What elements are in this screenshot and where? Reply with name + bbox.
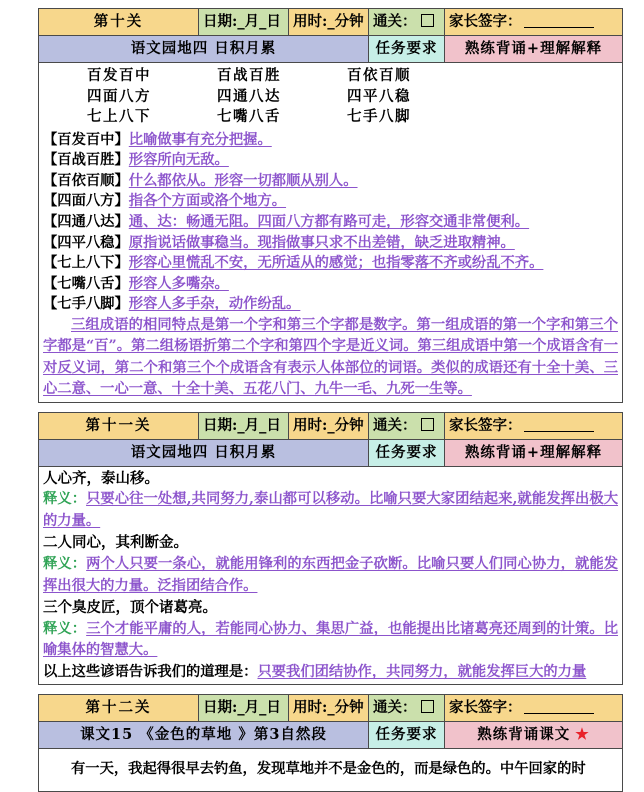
shiyi-label: 释义：	[43, 620, 87, 637]
definition-meaning: 形容人多手杂，动作纷乱。	[128, 296, 301, 313]
pass-checkbox[interactable]	[421, 700, 434, 713]
signature-label: 家长签字：	[449, 13, 522, 31]
level-block-12	[38, 694, 623, 792]
pass-field[interactable]	[369, 695, 445, 722]
section-gap	[38, 403, 622, 412]
definition-term: 【四面八方】	[43, 193, 129, 210]
definition-term: 【百发百中】	[43, 131, 129, 148]
level-label: 第十二关	[39, 695, 199, 722]
level-header-row	[39, 695, 623, 722]
proverb-text: 二人同心，其利断金。	[43, 534, 188, 552]
definition-line	[43, 191, 618, 212]
proverb-explanation	[43, 489, 618, 532]
requirement-label: 任务要求	[369, 722, 445, 749]
star-icon: ★	[575, 725, 590, 744]
definition-meaning: 形容人多嘴杂。	[128, 275, 229, 292]
proverb-explanation	[43, 554, 618, 597]
level-label: 第十关	[39, 9, 199, 36]
definition-term: 【四平八稳】	[43, 234, 129, 251]
pass-label: 通关：	[373, 699, 417, 717]
proverb-explanation	[43, 619, 618, 662]
topic-cell: 语文园地四 日积月累	[39, 36, 369, 63]
shiyi-text: 两个人只要一条心，就能用锋利的东西把金子砍断。比喻只要人们同心协力，就能发挥出很大的力量。泛指团结合作。	[43, 556, 619, 594]
definition-meaning: 指各个方面或洛个地方。	[128, 193, 287, 210]
level-body-row	[39, 466, 623, 684]
goal-cell	[445, 439, 623, 466]
definition-term: 【七上八下】	[43, 255, 129, 272]
definition-term: 【七手八脚】	[43, 296, 129, 313]
conclusion-prefix: 以上这些谚语告诉我们的道理是：	[43, 663, 258, 680]
pass-field[interactable]	[369, 9, 445, 36]
pass-checkbox[interactable]	[421, 14, 434, 27]
idiom-item: 百发百中	[87, 67, 151, 84]
definition-meaning: 比喻做事有充分把握。	[128, 131, 272, 148]
signature-line[interactable]	[524, 27, 594, 28]
idiom-item: 七手八脚	[347, 108, 411, 126]
definition-line	[43, 233, 618, 254]
goal-text: 熟练背诵课文	[477, 726, 571, 744]
passage-text: 有一天，我起得很早去钓鱼，发现草地并不是金色的，而是绿色的。中午回家的时	[71, 761, 586, 778]
idiom-row	[87, 107, 618, 128]
signature-line[interactable]	[524, 431, 594, 432]
date-field[interactable]: 日期:_月_日	[199, 412, 289, 439]
level-body-row	[39, 63, 623, 403]
signature-line[interactable]	[524, 713, 594, 714]
signature-label: 家长签字：	[449, 417, 522, 435]
time-field[interactable]: 用时:_分钟	[289, 412, 369, 439]
goal-text: 熟练背诵+理解解释	[464, 40, 603, 58]
level-header-row	[39, 9, 623, 36]
level-body-row	[39, 749, 623, 792]
time-field[interactable]: 用时:_分钟	[289, 9, 369, 36]
definition-term: 【百战百胜】	[43, 152, 129, 169]
level-block-11	[38, 412, 623, 685]
level-block-10	[38, 8, 623, 403]
definition-line	[43, 253, 618, 274]
goal-cell	[445, 36, 623, 63]
idiom-grid	[43, 66, 618, 128]
passage-body	[39, 749, 623, 792]
proverb-text: 人心齐，泰山移。	[43, 469, 159, 487]
proverb-text: 三个臭皮匠，顶个诸葛亮。	[43, 598, 217, 616]
definition-meaning: 形容所向无敌。	[128, 152, 229, 169]
pass-label: 通关：	[373, 13, 417, 31]
signature-field[interactable]	[445, 412, 623, 439]
idiom-row	[87, 66, 618, 87]
level-subheader-row	[39, 439, 623, 466]
pass-field[interactable]	[369, 412, 445, 439]
definition-line	[43, 274, 618, 295]
goal-cell	[445, 722, 623, 749]
definition-meaning: 通、达：畅通无阻。四面八方都有路可走，形容交通非常便利。	[128, 214, 530, 231]
topic-cell: 语文园地四 日积月累	[39, 439, 369, 466]
definition-term: 【百依百顺】	[43, 172, 129, 189]
signature-label: 家长签字：	[449, 699, 522, 717]
definition-meaning: 形容心里慌乱不安，无所适从的感觉；也指零落不齐或纷乱不齐。	[128, 255, 544, 272]
level-body	[39, 466, 623, 684]
definition-line	[43, 130, 618, 151]
conclusion-answer: 只要我们团结协作，共同努力，就能发挥巨大的力量	[257, 663, 587, 680]
idiom-item: 四面八方	[87, 87, 151, 105]
idiom-summary: 三组成语的相同特点是第一个字和第三个字都是数字。第一组成语的第一个字和第三个字都是“百”。第二组杨语折第二个字和第四个字是近义词。第三组成语中第一个成语含有一对反义词，第二个和第三个个成语含有表示人体部位的词语。类似的成语还有十全十美、三心二意、一心一意、十全十美、五花八门、九牛一毛、九死一生等。	[43, 316, 618, 398]
shiyi-label: 释义：	[43, 556, 87, 573]
section-gap	[38, 685, 622, 694]
definition-line	[43, 171, 618, 192]
idiom-item: 四通八达	[217, 87, 281, 105]
definition-line	[43, 212, 618, 233]
requirement-label: 任务要求	[369, 439, 445, 466]
shiyi-text: 只要心往一处想,共同努力,泰山都可以移动。比喻只要大家团结起来,就能发挥出极大的力量。	[43, 491, 618, 529]
requirement-label: 任务要求	[369, 36, 445, 63]
definition-line	[43, 150, 618, 171]
level-subheader-row	[39, 36, 623, 63]
conclusion-line	[43, 662, 618, 683]
idiom-item: 七嘴八舌	[217, 108, 281, 126]
level-label: 第十一关	[39, 412, 199, 439]
idiom-item: 百依百顺	[347, 67, 411, 84]
pass-checkbox[interactable]	[421, 418, 434, 431]
definition-term: 【四通八达】	[43, 214, 129, 231]
definition-meaning: 原指说话做事稳当。现指做事只求不出差错，缺乏进取精神。	[128, 234, 515, 251]
level-body	[39, 63, 623, 403]
definition-line	[43, 294, 618, 315]
idiom-item: 百战百胜	[217, 67, 281, 84]
pass-label: 通关：	[373, 417, 417, 435]
goal-text: 熟练背诵+理解解释	[464, 444, 603, 462]
idiom-item: 四平八稳	[347, 87, 411, 105]
definition-meaning: 什么都依从。形容一切都顺从别人。	[128, 172, 358, 189]
shiyi-text: 三个才能平庸的人，若能同心协力、集思广益，也能提出比诸葛亮还周到的计策。比喻集体的智慧大。	[43, 620, 619, 659]
signature-field[interactable]	[445, 695, 623, 722]
shiyi-label: 释义：	[43, 491, 87, 508]
topic-cell: 课文15 《金色的草地 》第3自然段	[39, 722, 369, 749]
definition-term: 【七嘴八舌】	[43, 275, 129, 292]
signature-field[interactable]	[445, 9, 623, 36]
date-field[interactable]: 日期:_月_日	[199, 9, 289, 36]
level-subheader-row	[39, 722, 623, 749]
level-header-row	[39, 412, 623, 439]
time-field[interactable]: 用时:_分钟	[289, 695, 369, 722]
idiom-row	[87, 87, 618, 108]
date-field[interactable]: 日期:_月_日	[199, 695, 289, 722]
idiom-item: 七上八下	[87, 108, 151, 126]
